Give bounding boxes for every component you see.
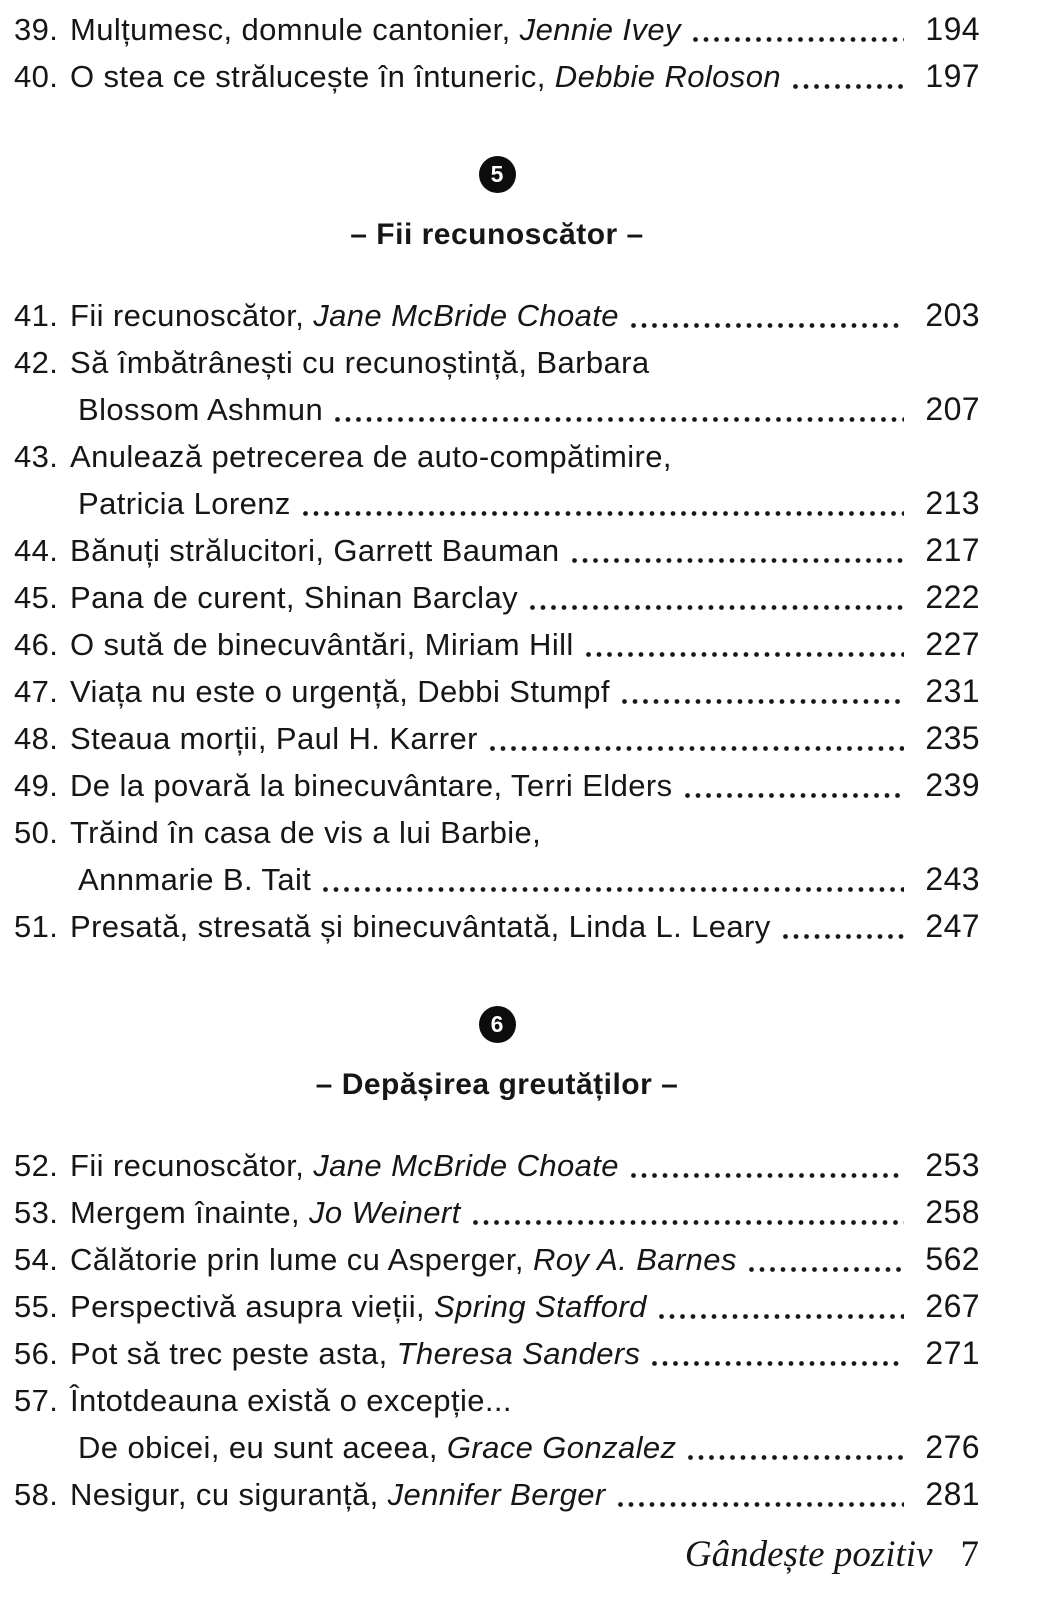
toc-entry-line: [14, 903, 980, 950]
toc-entry: [14, 621, 980, 668]
entry-page-number: 203: [925, 297, 980, 333]
toc-entry-line: [14, 1471, 980, 1518]
entry-number: 53.: [14, 1195, 59, 1230]
entry-title: [70, 621, 574, 668]
toc-entry: [14, 715, 980, 762]
entry-number: 42.: [14, 345, 59, 380]
entry-page-number: 194: [925, 11, 980, 47]
entry-title: [70, 53, 781, 100]
toc-entry-line: [14, 574, 980, 621]
toc-entry: [14, 1283, 980, 1330]
dot-leader: [473, 1189, 906, 1236]
toc-entry-line: [14, 53, 980, 100]
entry-number: 41.: [14, 298, 59, 333]
entry-author: Debbie Roloson: [554, 59, 781, 94]
dot-leader: [530, 574, 906, 621]
entry-title-text: Pot să trec peste asta,: [70, 1336, 397, 1371]
entry-page-number: 276: [925, 1429, 980, 1465]
entry-title: [70, 1330, 640, 1377]
entry-number: 46.: [14, 627, 59, 662]
section-heading: [14, 156, 980, 252]
toc-entry-line: [14, 668, 980, 715]
entry-title: [70, 1377, 512, 1424]
entry-title: [70, 1471, 606, 1518]
toc-entry-line: [14, 292, 980, 339]
section-title: – Fii recunoscător –: [350, 218, 644, 251]
entry-number: 56.: [14, 1336, 59, 1371]
entry-title: [70, 762, 673, 809]
toc-entry-line: [14, 527, 980, 574]
entry-title: [70, 809, 541, 856]
toc-entry-line: [14, 1189, 980, 1236]
chapter-number-badge: 5: [479, 156, 516, 193]
entry-page-number: 213: [925, 485, 980, 521]
entry-author: Jennifer Berger: [387, 1477, 606, 1512]
entry-title-text: Fii recunoscător,: [70, 298, 314, 333]
toc-entry-line: [14, 1330, 980, 1377]
toc-entry: [14, 1142, 980, 1189]
dot-leader: [490, 715, 906, 762]
entry-title-text: O stea ce strălucește în întuneric,: [70, 59, 555, 94]
entry-title: [70, 1189, 461, 1236]
entry-number: 52.: [14, 1148, 59, 1183]
toc-entry: [14, 903, 980, 950]
entry-page-number: 267: [925, 1288, 980, 1324]
entry-title-text: Fii recunoscător,: [70, 1148, 314, 1183]
entry-number: 48.: [14, 721, 59, 756]
entry-page-number: 231: [925, 673, 980, 709]
entry-title: [70, 6, 681, 53]
entry-number: 45.: [14, 580, 59, 615]
dot-leader: [659, 1283, 906, 1330]
entry-author: Jo Weinert: [309, 1195, 461, 1230]
toc-entry-line: [14, 1283, 980, 1330]
dot-leader: [303, 480, 906, 527]
entry-title: [78, 386, 323, 433]
toc-entry-line: [14, 6, 980, 53]
entry-author: Grace Gonzalez: [446, 1430, 677, 1465]
entry-page-number: 271: [925, 1335, 980, 1371]
toc-entry: [14, 292, 980, 339]
toc-entry-line: [14, 715, 980, 762]
entry-title: [70, 292, 619, 339]
entry-number: 49.: [14, 768, 59, 803]
entry-title-text: Călătorie prin lume cu Asperger,: [70, 1242, 533, 1277]
dot-leader: [323, 856, 906, 903]
entry-title: [70, 903, 771, 950]
entry-number: 55.: [14, 1289, 59, 1324]
toc-entry-line: [14, 1424, 980, 1471]
entry-number: [14, 386, 70, 433]
toc-entry: [14, 1471, 980, 1518]
entry-title-text: Trăind în casa de vis a lui Barbie,: [70, 815, 542, 850]
entry-page-number: 247: [925, 908, 980, 944]
entry-title-text: Mergem înainte,: [70, 1195, 310, 1230]
dot-leader: [652, 1330, 906, 1377]
section-title: – Depășirea greutăților –: [315, 1068, 679, 1101]
page-footer: [685, 1532, 979, 1578]
entry-title-text: Viața nu este o urgență, Debbi Stumpf: [70, 674, 610, 709]
toc-entry: [14, 1377, 980, 1471]
entry-title: [70, 527, 560, 574]
entry-number: 54.: [14, 1242, 59, 1277]
entry-title-text: De obicei, eu sunt aceea,: [78, 1430, 447, 1465]
entry-title: [70, 715, 478, 762]
entry-title: [78, 1424, 676, 1471]
entry-title-text: Să îmbătrânești cu recunoștință, Barbara: [70, 345, 650, 380]
toc-entry-line: [14, 809, 980, 856]
dot-leader: [693, 6, 906, 53]
entry-author: Roy A. Barnes: [532, 1242, 737, 1277]
dot-leader: [793, 53, 906, 100]
entry-page-number: 222: [925, 579, 980, 615]
toc-entry: [14, 809, 980, 903]
dot-leader: [631, 1142, 906, 1189]
entry-title-text: Anulează petrecerea de auto-compătimire,: [70, 439, 672, 474]
entry-number: 40.: [14, 59, 59, 94]
toc-entry-line: [14, 621, 980, 668]
footer-page-number: 7: [960, 1534, 979, 1575]
entry-number: 50.: [14, 815, 59, 850]
toc-entry: [14, 668, 980, 715]
entry-author: Jennie Ivey: [519, 12, 681, 47]
dot-leader: [631, 292, 906, 339]
entry-title: [70, 433, 672, 480]
entry-title: [70, 339, 649, 386]
toc-entry: [14, 762, 980, 809]
dot-leader: [622, 668, 906, 715]
entry-title-text: Întotdeauna există o excepție...: [70, 1383, 512, 1418]
toc-entry: [14, 6, 980, 53]
dot-leader: [572, 527, 906, 574]
entry-number: 57.: [14, 1383, 59, 1418]
toc-entry: [14, 1330, 980, 1377]
entry-page-number: 243: [925, 861, 980, 897]
toc-entry: [14, 527, 980, 574]
entry-author: Theresa Sanders: [396, 1336, 641, 1371]
entry-number: [14, 856, 70, 903]
entry-title-text: O sută de binecuvântări, Miriam Hill: [70, 627, 574, 662]
entry-title-text: Blossom Ashmun: [78, 392, 324, 427]
chapter-number-badge: 6: [479, 1006, 516, 1043]
entry-number: 39.: [14, 12, 59, 47]
entry-title-text: Presată, stresată și binecuvântată, Linda L. Leary: [70, 909, 771, 944]
dot-leader: [618, 1471, 906, 1518]
dot-leader: [749, 1236, 906, 1283]
entry-title: [70, 574, 518, 621]
toc-entry: [14, 574, 980, 621]
toc-entry: [14, 1189, 980, 1236]
toc-entry-line: [14, 339, 980, 386]
entry-title-text: Mulțumesc, domnule cantonier,: [70, 12, 520, 47]
toc-entry: [14, 433, 980, 527]
entry-title-text: Patricia Lorenz: [78, 486, 291, 521]
entry-title-text: Annmarie B. Tait: [78, 862, 312, 897]
entry-number: 58.: [14, 1477, 59, 1512]
entry-number: [14, 480, 70, 527]
entry-number: 44.: [14, 533, 59, 568]
entry-page-number: 227: [925, 626, 980, 662]
entry-title: [78, 480, 291, 527]
entry-page-number: 562: [925, 1241, 980, 1277]
entry-number: 43.: [14, 439, 59, 474]
entry-title-text: Steaua morții, Paul H. Karrer: [70, 721, 478, 756]
entry-number: 51.: [14, 909, 59, 944]
entry-title-text: Bănuți strălucitori, Garrett Bauman: [70, 533, 560, 568]
dot-leader: [335, 386, 906, 433]
entry-number: [14, 1424, 70, 1471]
dot-leader: [783, 903, 906, 950]
dot-leader: [586, 621, 906, 668]
entry-author: Jane McBride Choate: [313, 298, 619, 333]
entry-title: [78, 856, 311, 903]
footer-book-title: Gândește pozitiv: [684, 1534, 933, 1575]
entry-page-number: 235: [925, 720, 980, 756]
entry-author: Jane McBride Choate: [313, 1148, 619, 1183]
entry-page-number: 258: [925, 1194, 980, 1230]
dot-leader: [685, 762, 907, 809]
toc-entry: [14, 339, 980, 433]
section-heading: [14, 1006, 980, 1102]
toc-entry: [14, 1236, 980, 1283]
entry-title-text: Perspectivă asupra vieții,: [70, 1289, 435, 1324]
dot-leader: [688, 1424, 906, 1471]
entry-title: [70, 1236, 737, 1283]
entry-title-text: Nesigur, cu siguranță,: [70, 1477, 388, 1512]
entry-page-number: 239: [925, 767, 980, 803]
entry-page-number: 253: [925, 1147, 980, 1183]
entry-page-number: 281: [925, 1476, 980, 1512]
entry-number: 47.: [14, 674, 59, 709]
entry-title-text: Pana de curent, Shinan Barclay: [70, 580, 518, 615]
entry-title-text: De la povară la binecuvântare, Terri Elders: [70, 768, 673, 803]
entry-title: [70, 1142, 619, 1189]
toc-entry-line: [14, 386, 980, 433]
toc-entry-line: [14, 1377, 980, 1424]
entry-page-number: 197: [925, 58, 980, 94]
toc-entry-line: [14, 1142, 980, 1189]
entry-author: Spring Stafford: [434, 1289, 647, 1324]
toc-entry: [14, 53, 980, 100]
entry-title: [70, 1283, 647, 1330]
toc-entry-line: [14, 856, 980, 903]
entry-title: [70, 668, 610, 715]
entry-page-number: 207: [925, 391, 980, 427]
toc-entry-line: [14, 762, 980, 809]
toc-entry-line: [14, 433, 980, 480]
entry-page-number: 217: [925, 532, 980, 568]
toc-entry-line: [14, 1236, 980, 1283]
toc-entry-line: [14, 480, 980, 527]
